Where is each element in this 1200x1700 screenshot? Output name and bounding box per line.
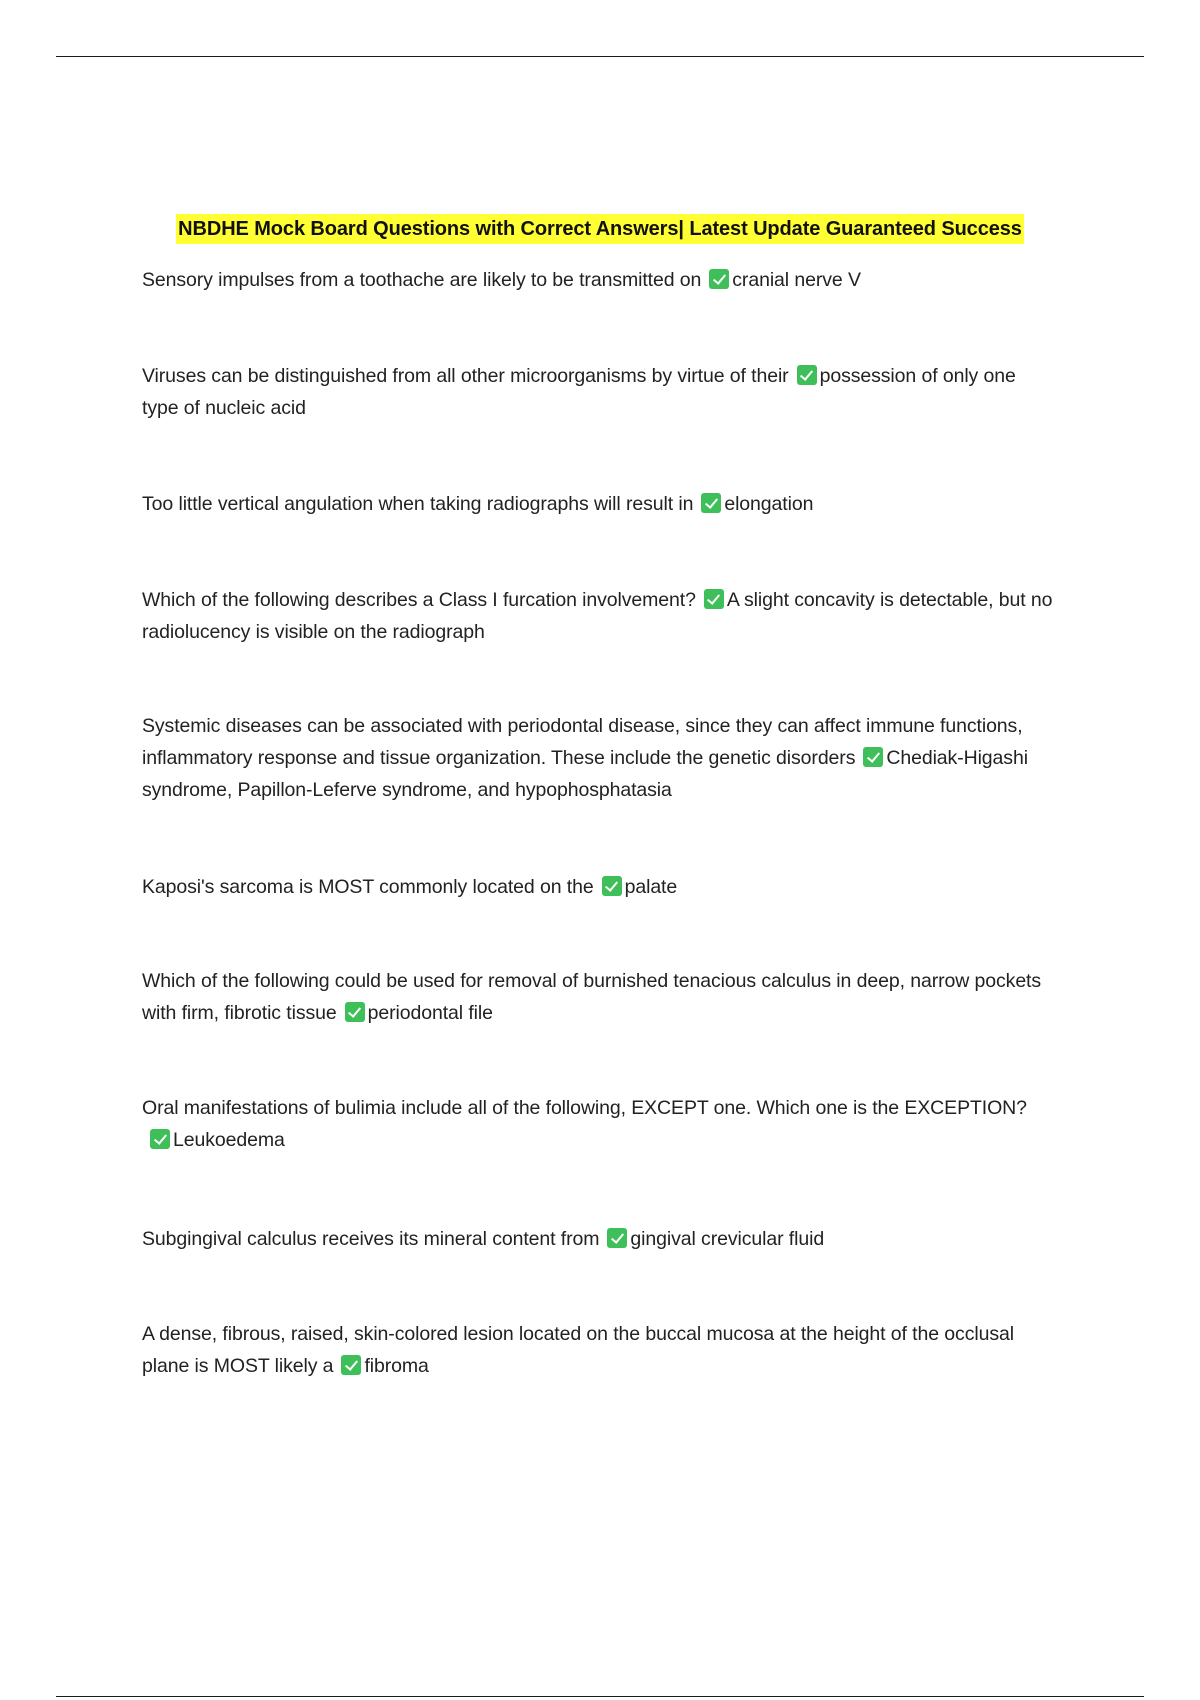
qa-item-6 <box>142 871 1057 903</box>
answer-text: palate <box>624 876 678 898</box>
answer-text: fibroma <box>364 1355 429 1377</box>
qa-item-10 <box>142 1318 1057 1382</box>
qa-item-7 <box>142 965 1057 1029</box>
qa-item-8 <box>142 1092 1057 1156</box>
check-icon <box>863 747 883 767</box>
qa-item-3 <box>142 488 1057 520</box>
header-rule <box>56 56 1144 57</box>
qa-item-2 <box>142 360 1057 424</box>
question-text: Which of the following describes a Class I furcation involvement? <box>142 589 696 611</box>
question-text: Systemic diseases can be associated with periodontal disease, since they can affect immune functions, inflammatory response and tissue organization. These include the genetic disorders <box>142 715 1023 769</box>
question-text: Which of the following could be used for removal of burnished tenacious calculus in deep, narrow pockets with firm, fibrotic tissue <box>142 970 1042 1024</box>
question-text: Too little vertical angulation when taking radiographs will result in <box>142 493 694 515</box>
answer-text: gingival crevicular fluid <box>630 1228 825 1250</box>
question-text: Kaposi's sarcoma is MOST commonly located on the <box>142 876 594 898</box>
answer-text: cranial nerve V <box>732 269 861 291</box>
document-title: NBDHE Mock Board Questions with Correct Answers| Latest Update Guaranteed Success <box>176 214 1024 244</box>
check-icon <box>797 365 817 385</box>
question-text: Sensory impulses from a toothache are likely to be transmitted on <box>142 269 702 291</box>
footer-rule <box>56 1696 1144 1697</box>
check-icon <box>150 1129 170 1149</box>
question-text: Viruses can be distinguished from all other microorganisms by virtue of their <box>142 365 789 387</box>
question-text: Oral manifestations of bulimia include all of the following, EXCEPT one. Which one is the EXCEPTION? <box>142 1097 1027 1119</box>
answer-text: possession of only one type of nucleic acid <box>142 365 1016 419</box>
answer-text: Leukoedema <box>173 1129 285 1151</box>
qa-item-4 <box>142 584 1057 648</box>
title-container <box>0 214 1200 244</box>
answer-text: A slight concavity is detectable, but no radiolucency is visible on the radiograph <box>142 589 1053 643</box>
answer-text: periodontal file <box>367 1002 493 1024</box>
qa-item-9 <box>142 1223 1057 1255</box>
qa-item-1 <box>142 264 1057 296</box>
answer-text: elongation <box>724 493 814 515</box>
check-icon <box>602 876 622 896</box>
check-icon <box>341 1355 361 1375</box>
answer-text: Chediak-Higashi syndrome, Papillon-Leferve syndrome, and hypophosphatasia <box>142 747 1028 801</box>
check-icon <box>701 493 721 513</box>
qa-item-5 <box>142 710 1057 806</box>
check-icon <box>345 1002 365 1022</box>
check-icon <box>704 589 724 609</box>
question-text: Subgingival calculus receives its mineral content from <box>142 1228 600 1250</box>
check-icon <box>607 1228 627 1248</box>
question-text: A dense, fibrous, raised, skin-colored lesion located on the buccal mucosa at the height of the occlusal plane is MOST likely a <box>142 1323 1014 1377</box>
check-icon <box>709 269 729 289</box>
